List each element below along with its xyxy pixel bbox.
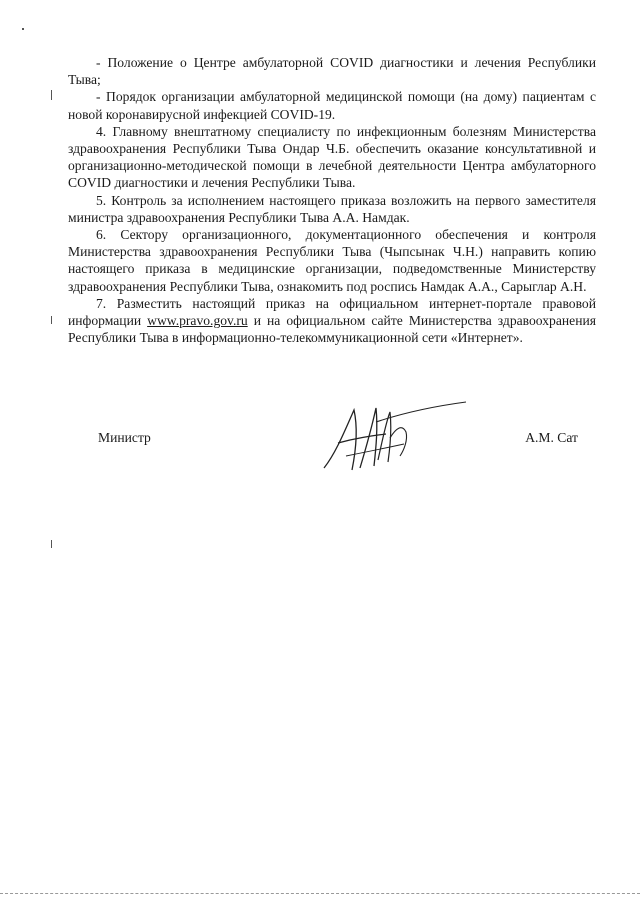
paragraph-procedure: - Порядок организации амбулаторной медицинской помощи (на дому) пациентам с новой коронавирусной инфекцией COVID-19. (68, 89, 596, 122)
scan-speck (22, 28, 24, 30)
signer-name: А.М. Сат (525, 430, 578, 445)
paragraph-6: 6. Сектору организационного, документационного обеспечения и контроля Министерства здравоохранения Республики Тыва (Чыпсынак Ч.Н.) направить копию настоящего приказа в медицинские организации, подведомственные Министерству здравоохранения Республики Тыва, ознакомить под роспись Намдак А.А., Сарыглар А.Н. (68, 227, 596, 294)
paragraph-5: 5. Контроль за исполнением настоящего приказа возложить на первого заместителя министра здравоохранения Республики Тыва А.А. Намдак. (68, 192, 596, 225)
scan-speck (51, 540, 52, 548)
handwritten-signature (316, 398, 476, 478)
paragraph-4: 4. Главному внештатному специалисту по инфекционным болезням Министерства здравоохранения Республики Тыва Ондар Ч.Б. обеспечить оказание консультативной и организационно-методической помощи в лечебной деятельности Центра амбулаторного COVID диагностики и лечения Республики Тыва. (68, 123, 596, 191)
scan-speck (51, 316, 52, 324)
scan-speck (51, 90, 52, 100)
paragraph-7 (68, 295, 596, 347)
paragraph-7-end: и на официальном сайте Министерства здравоохранения Республики Тыва в информационно-телекоммуникационной сети «Интернет». (68, 313, 596, 346)
pravo-link[interactable]: www.pravo.gov.ru (147, 313, 248, 329)
signer-title: Министр (98, 430, 151, 445)
paragraph-regulation: - Положение о Центре амбулаторной COVID диагностики и лечения Республики Тыва; (68, 55, 596, 88)
document-body (68, 54, 596, 346)
scan-edge (0, 893, 640, 895)
paragraph-7-start: 7. Разместить настоящий приказ на официальном интернет-портале правовой информации (68, 295, 596, 329)
